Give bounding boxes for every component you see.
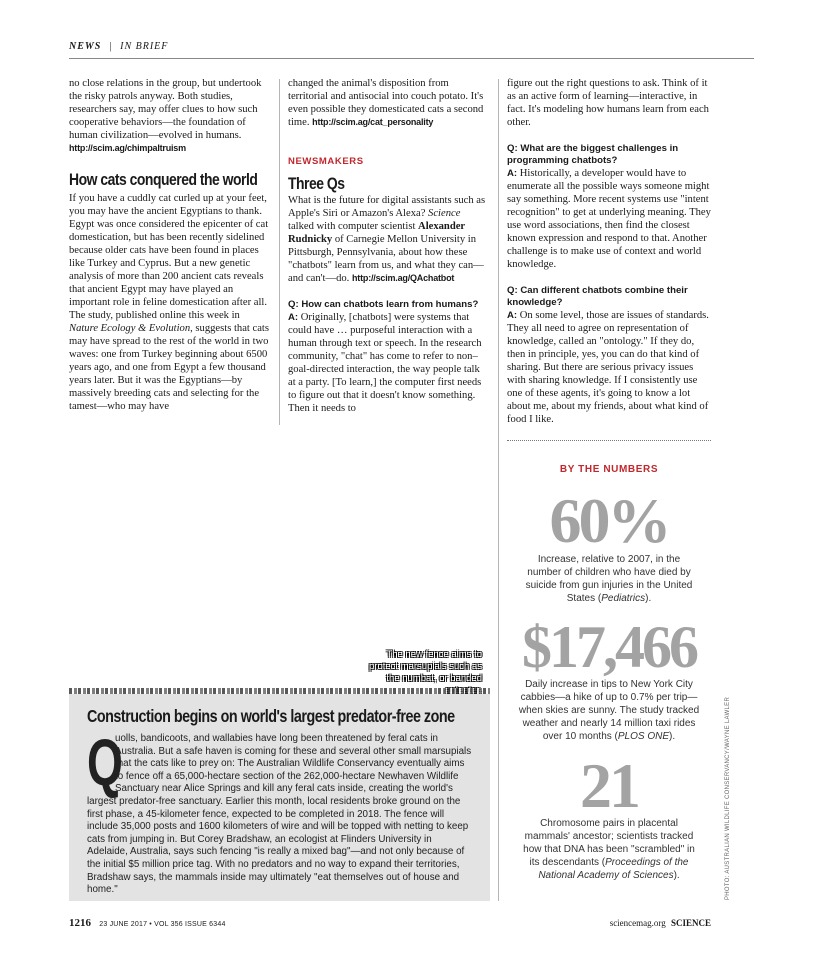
photo-credit: PHOTO: AUSTRALIAN WILDLIFE CONSERVANCY/WAYNE LAWLER [725,696,731,900]
stat-2-end: ). [669,731,676,742]
interviewee-name: Alexander Rudnicky [288,221,465,245]
stat-1-source: Pediatrics [601,593,646,604]
magazine-brand: SCIENCE [670,918,711,928]
stat-1-number: 60% [549,485,669,556]
column-2 [288,77,488,415]
cats-continued-text: changed the animal's disposition from territorial and antisocial into couch potato. It's even possible they domesticated cats a second time. [288,78,484,128]
stat-2-caption [507,678,711,743]
column-rule-2 [498,79,499,901]
stat-3-text: Chromosome pairs in placental mammals' ancestor; scientists tracked how that DNA has been "scrambled" in its descendants ( [523,818,695,868]
dotted-divider [507,440,711,441]
drop-cap: Q [87,725,123,799]
stat-1-caption [507,553,711,605]
answer-1-text: Originally, [chatbots] were systems that could have … purposeful interaction with a human through text or speech. In the research community, "chat" has come to refer to non–goal-directed interaction, the way people talk at a party. [To learn,] the computer first needs to figure out that it doesn't know something. Then it needs to [288,312,482,414]
column-rule-1 [279,79,280,425]
answer-3-text: On some level, those are issues of standards. They all need to agree on representation of knowledge, called an "ontology." If they do, then in principle, yes, you can do that kind of sharing. But there are serious privacy issues with sharing knowledge. If I consistently use one of these agents, it's going to know a lot about me, about my friends, about what kind of food I like. [507,310,709,425]
intro-science: Science [428,208,461,219]
stat-3-number: 21 [580,750,638,821]
box-body [87,725,474,897]
stat-3-source: Proceedings of the National Academy of Sciences [538,857,689,881]
chimp-story-end [69,77,271,155]
answer-1-continued: figure out the right questions to ask. Think of it as an active form of learning—interactive, in fact. It's modeling how humans learn from each other. [507,78,709,128]
three-qs-link[interactable]: http://scim.ag/QAchatbot [352,273,455,283]
chimp-story-text: no close relations in the group, but undertook the risky patrols anyway. Both studies, researchers say, may offer clues to how such cooperative behaviors—the foundation of human civilization—evolved in humans. [69,78,262,141]
issue-info: 23 JUNE 2017 • VOL 356 ISSUE 6344 [99,921,226,928]
column-3 [507,77,713,426]
photo-caption: The new fence aims to protect marsupials such as the numbat, or banded [369,649,482,684]
predator-free-box [69,694,490,901]
answer-2-text: Historically, a developer would have to enumerate all the possible ways someone might say something. More recent systems use "intent recognition" to get at underlying meaning. They use word associations, then find the closest known expression and respond to that. Another challenge is to make use of context and world knowledge. [507,168,711,270]
stat-2-text: Daily increase in tips to New York City cabbies—a hike of up to 0.7% per trip—when skies are sunny. The study tracked weather and nearly 14 million taxi rides over 10 months ( [518,679,700,742]
cats-story-continued [288,77,488,129]
stat-1-end: ). [645,593,652,604]
question-3: Q: Can different chatbots combine their knowledge? [507,285,688,308]
cats-story-text-1: If you have a cuddly cat curled up at your feet, you may have the ancient Egyptians to thank. Egypt was once considered the epicenter of cat domestication, but has been recently sidelined because older cats have been found in places like Turkey and Cyprus. But a new genetic analysis of more than 200 ancient cats reveals that ancient Egypt may have played an important role in feline domestication after all. The study, published online this week in [69,193,269,321]
section-label: NEWS [69,41,102,52]
three-qs-headline: Three Qs [288,174,345,193]
question-2: Q: What are the biggest challenges in programming chatbots? [507,143,679,166]
site-url: sciencemag.org [609,918,666,928]
answer-1 [288,311,488,415]
header-separator: | [108,41,113,52]
answer-label: A: [288,312,299,323]
chimp-story-link[interactable]: http://scim.ag/chimpaltruism [69,143,186,153]
question-1: Q: How can chatbots learn from humans? [288,299,479,310]
cats-journal: Nature Ecology & Evolution [69,323,191,334]
column-1 [69,77,271,413]
intro-text-3: of Carnegie Mellon University in Pittsburgh, Pennsylvania, about how these "chatbots" learn from us, and what they can—and can't—do. [288,234,484,284]
three-qs-intro [288,194,488,285]
answer-label: A: [507,310,518,321]
answer-3 [507,309,713,426]
header-rule [69,58,754,59]
cats-headline: How cats conquered the world [69,170,258,189]
box-headline: Construction begins on world's largest predator-free zone [87,706,455,726]
stat-1-text: Increase, relative to 2007, in the number of children who have died by suicide from gun injuries in the United States ( [525,554,693,604]
subsection-label: IN BRIEF [120,41,169,52]
cats-story-text-2: , suggests that cats may have spread to the rest of the world in two waves: one from Turkey beginning about 6500 years ago, and one from Egypt a few thousand years later. But it was the Egyptians—by massively breeding cats and selecting for the tamest—who may have [69,323,269,412]
stat-2-source: PLOS ONE [617,731,670,742]
newsmakers-kicker: NEWSMAKERS [288,156,364,167]
cats-story-link[interactable]: http://scim.ag/cat_personality [312,117,434,127]
numbers-kicker: BY THE NUMBERS [559,464,659,475]
answer-2 [507,167,713,271]
stat-3-caption [507,817,711,882]
by-the-numbers [507,464,711,882]
cats-story [69,192,271,413]
answer-label: A: [507,168,518,179]
box-body-text: uolls, bandicoots, and wallabies have long been threatened by feral cats in Australia. But a safe haven is coming for these and several other small marsupials that the cats like to prey on: The Australian Wildlife Conservancy eventually aims to fence off a 65,000-hectare section of the 262,000-hectare Newhaven Wildlife Sanctuary near Alice Springs and kill any feral cats inside, creating the world's largest predator-free sanctuary. Earlier this month, local residents broke ground on the first phase, a 45-kilometer fence, expected to be completed in 2018. The fence will include 35,000 posts and 1600 kilometers of wire and will be topped with netting to keep cats from jumping in. But Corey Bradshaw, an ecologist at Flinders University in Adelaide, Australia, says such fencing "is really a mixed bag"—and not only because of the initial $5 million price tag. With no predators and no way to expand their territories, Bradshaw says, the mammals inside may ultimately "eat themselves out of house and home." [87,733,472,896]
intro-text-2: talked with computer scientist [288,221,419,232]
page-footer-left [69,917,226,929]
page-number: 1216 [69,917,91,929]
stat-2-number: $17,466 [522,614,696,680]
page-footer-right [610,918,711,928]
stat-3-end: ). [673,870,680,881]
section-header [69,41,168,52]
intro-text-1: What is the future for digital assistants such as Apple's Siri or Amazon's Alexa? [288,195,486,219]
